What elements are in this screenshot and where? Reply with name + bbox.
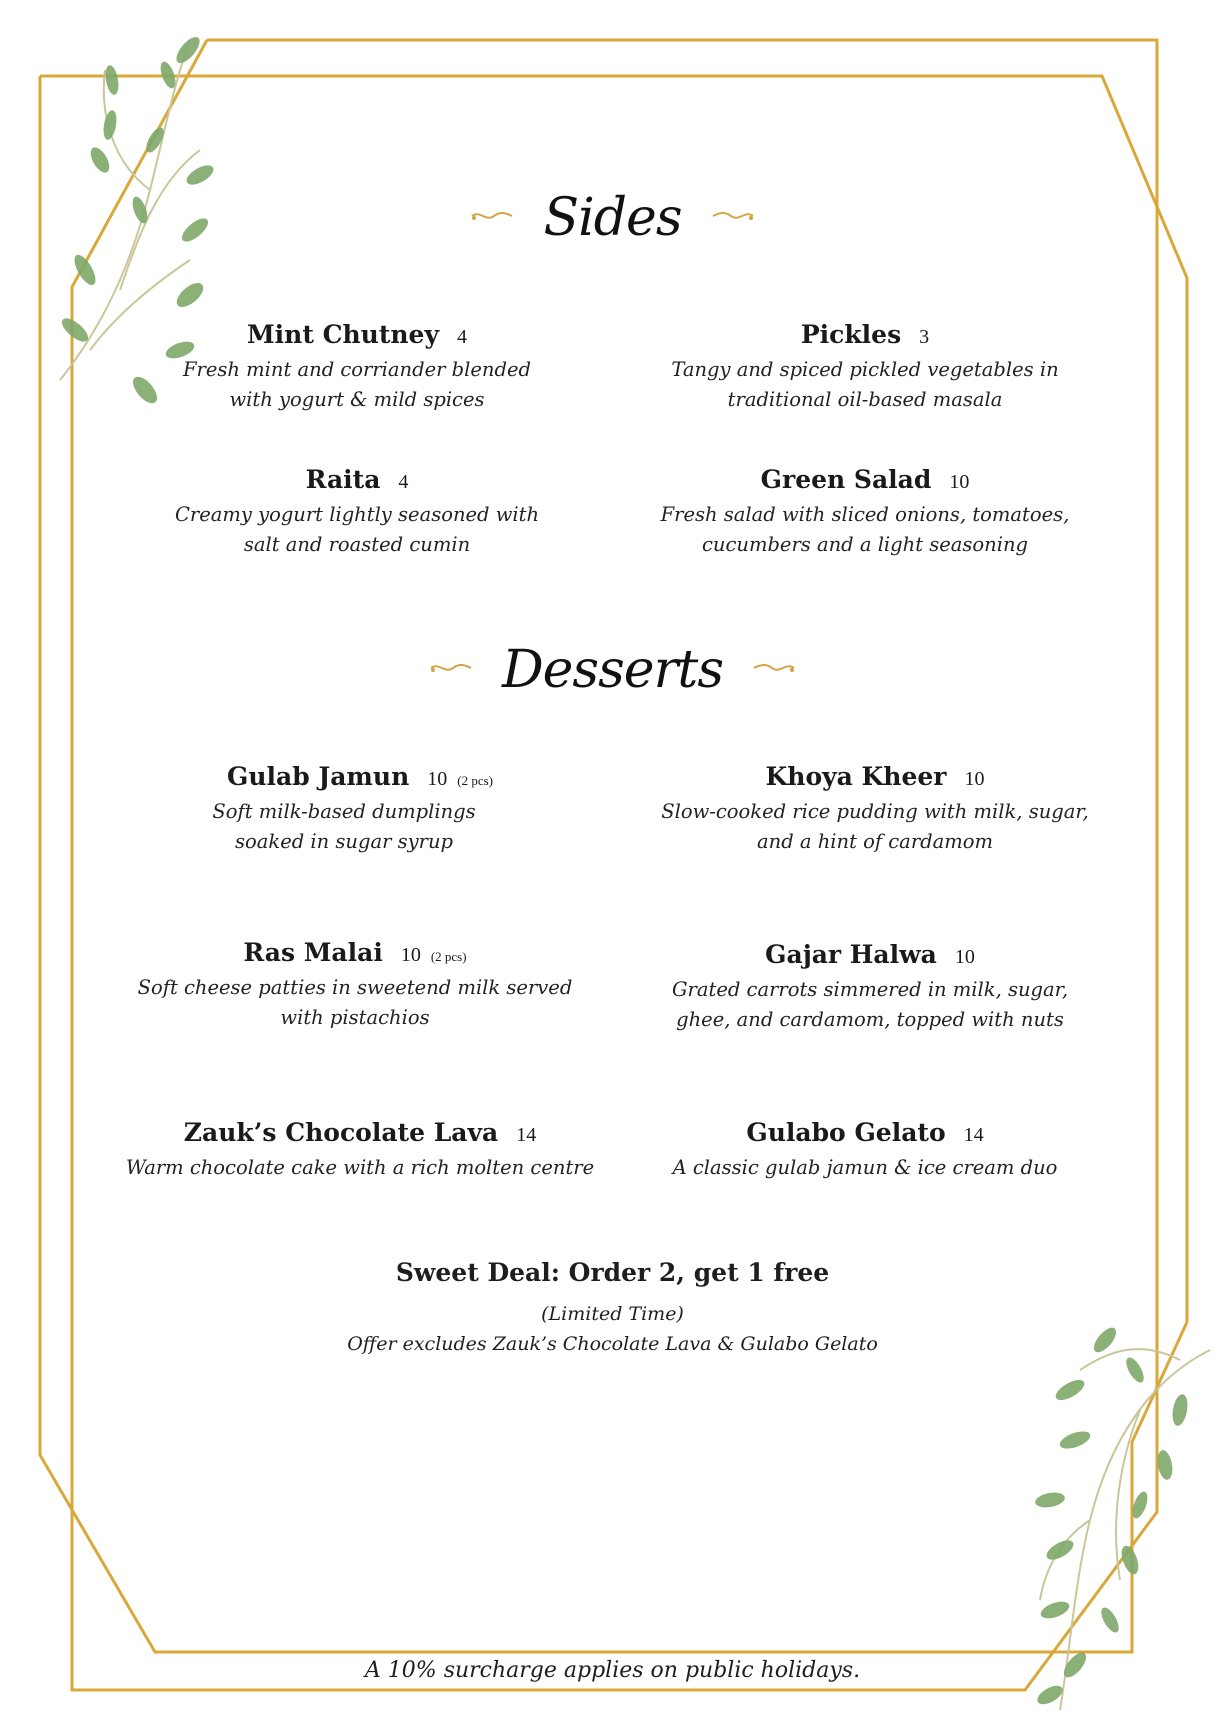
swirl-right-icon	[752, 660, 796, 680]
desserts-title: Desserts	[501, 640, 724, 700]
item-desc-line: with pistachios	[280, 1006, 430, 1029]
menu-item-gajar-halwa	[640, 940, 1100, 1035]
item-price: 10	[964, 768, 985, 790]
item-desc-line: Creamy yogurt lightly seasoned with	[174, 503, 540, 526]
menu-item-pickles	[640, 320, 1090, 415]
menu-item-mint-chutney	[157, 320, 557, 415]
item-desc-line: traditional oil-based masala	[727, 388, 1003, 411]
swirl-left-icon	[429, 660, 473, 680]
item-desc-line: ghee, and cardamom, topped with nuts	[676, 1008, 1064, 1031]
menu-item-khoya-kheer	[640, 762, 1110, 857]
surcharge-note: A 10% surcharge applies on public holidays.	[364, 1658, 861, 1683]
menu-item-gulabo-gelato	[640, 1118, 1090, 1183]
item-desc-line: with yogurt & mild spices	[229, 388, 485, 411]
item-price: 3	[919, 326, 930, 348]
item-name: Mint Chutney	[246, 320, 439, 349]
item-desc-line: Soft milk-based dumplings	[212, 800, 476, 823]
item-desc-line: salt and roasted cumin	[243, 533, 471, 556]
deal-title: Sweet Deal: Order 2, get 1 free	[395, 1258, 830, 1287]
item-desc-line: cucumbers and a light seasoning	[702, 533, 1028, 556]
item-desc-line: soaked in sugar syrup	[235, 830, 453, 853]
item-desc-line: and a hint of cardamom	[757, 830, 993, 853]
sides-title: Sides	[543, 188, 682, 248]
menu-item-raita	[157, 465, 557, 560]
menu-item-ras-malai	[130, 938, 580, 1033]
item-price: 10	[427, 768, 448, 790]
item-desc-line: Fresh mint and corriander blended	[183, 358, 531, 381]
item-price: 10	[949, 471, 970, 493]
item-name: Khoya Kheer	[765, 762, 947, 791]
menu-item-green-salad	[640, 465, 1090, 560]
item-desc-line: Slow-cooked rice pudding with milk, sugar,	[661, 800, 1089, 823]
item-price: 10	[954, 946, 975, 968]
item-price: 10	[400, 944, 421, 966]
item-desc-line: Grated carrots simmered in milk, sugar,	[671, 978, 1069, 1001]
item-desc-line: Tangy and spiced pickled vegetables in	[671, 358, 1059, 381]
deal-exclusions: Offer excludes Zauk’s Chocolate Lava & Gulabo Gelato	[347, 1333, 878, 1355]
sides-heading	[0, 188, 1225, 248]
item-name: Raita	[305, 465, 381, 494]
item-name: Ras Malai	[243, 938, 383, 967]
item-desc-line: A classic gulab jamun & ice cream duo	[672, 1156, 1058, 1179]
item-name: Pickles	[800, 320, 902, 349]
desserts-heading	[0, 640, 1225, 700]
item-desc-line: Fresh salad with sliced onions, tomatoes,	[660, 503, 1070, 526]
menu-item-gulab-jamun	[150, 762, 570, 857]
item-desc-line: Warm chocolate cake with a rich molten centre	[125, 1156, 595, 1179]
item-name: Zauk’s Chocolate Lava	[183, 1118, 499, 1147]
item-price: 4	[398, 471, 409, 493]
swirl-right-icon	[711, 208, 755, 228]
item-price: 14	[963, 1124, 984, 1146]
deal-note: (Limited Time)	[541, 1303, 684, 1325]
item-name: Gulabo Gelato	[746, 1118, 946, 1147]
sweet-deal-offer	[0, 1258, 1225, 1359]
item-price: 4	[457, 326, 467, 348]
item-name: Gajar Halwa	[765, 940, 937, 969]
item-name: Green Salad	[760, 465, 932, 494]
item-portion: (2 pcs)	[430, 949, 467, 964]
item-portion: (2 pcs)	[457, 773, 493, 788]
frame-inner	[72, 40, 1157, 1690]
item-name: Gulab Jamun	[227, 762, 410, 791]
item-price: 14	[516, 1124, 537, 1146]
menu-item-chocolate-lava	[115, 1118, 605, 1183]
swirl-left-icon	[470, 208, 514, 228]
item-desc-line: Soft cheese patties in sweetend milk served	[137, 976, 573, 999]
